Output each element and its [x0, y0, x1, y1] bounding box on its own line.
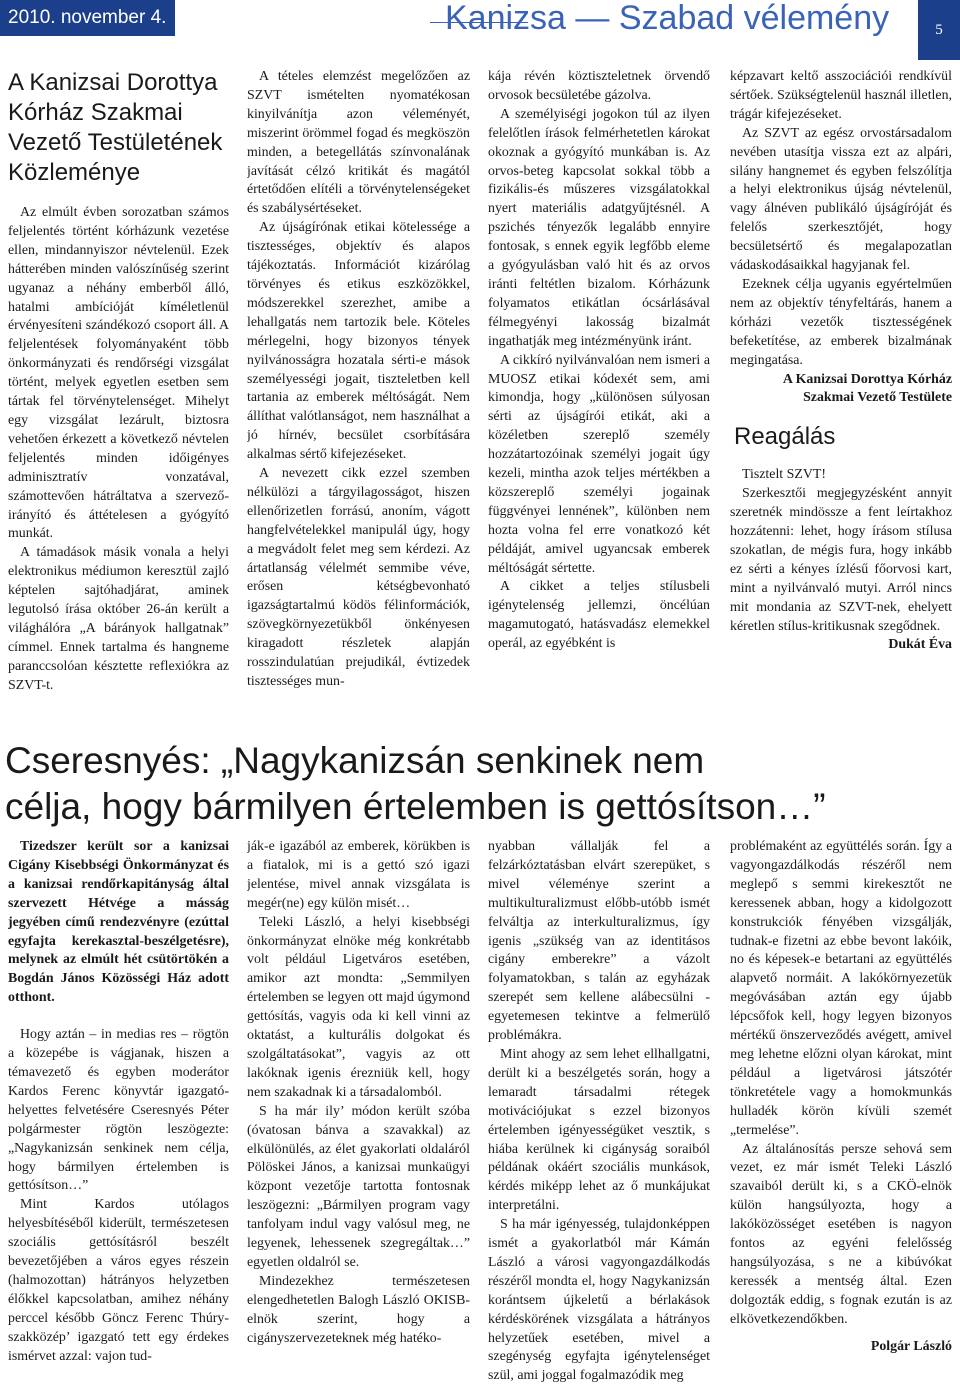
- story-paragraph: problémaként az együttélés során. Így a vagyongazdálkodás részéről nem meglepő s semmi kirekesztőt ne keressenek abban, hogy a kidolgozott konstrukciók fényében vizsgálják, tudnak-e fizetni az ebbe bevont lakóik, no és képesek-e betartani az együttélés alapvető normáit. A lakókörnyezetük megóvásában aztán egy újabb lépcsőfok kell, hogy legyen bizonyos mértékű önszerveződés avégett, amivel meg lehetne előzni olyan károkat, mint például a ligetvárosi játszótér tönkretétele vagy a homokmunkás hulladék körön kívüli szemét „termelése”.: [730, 839, 952, 1138]
- story-lead: Tizedszer került sor a kanizsai Cigány Kisebbségi Önkormányzat és a kanizsai rendőrkapitányság által szervezett Hétvége a másság jegyében című rendezvényre (ezúttal egyfajta kerekasztal-beszélgetésre), melynek az elmúlt hét csütörtökén a Bogdán János Közösségi Ház adott otthont.: [8, 839, 229, 1006]
- story-paragraph: nyabban vállalják fel a felzárkóztatásban elvárt szerepüket, s mivel véleménye szerint a multikulturalizmust előbb-utóbb ismét felváltja az interkulturalizmus, így igenis „szükség van az identitásos cigány emberekre” a vázolt folyamatokban, s talán az egyházak szerepét sem kellene alábecsülni - egyetemesen tekintve a felmerülő problémákra.: [488, 839, 710, 1044]
- story-paragraph: Mindezekhez természetesen elengedhetetlen Balogh László OKISB-elnök szerint, hogy a cigányszervezeteknek még hatéko-: [247, 1273, 470, 1346]
- statement-paragraph: képzavart keltő asszociációi rendkívül sértőek. Szükségtelenül használ illetlen, trágár kifejezéseket.: [730, 69, 952, 122]
- reaction-heading: Reagálás: [734, 423, 836, 451]
- story-headline-line: Cseresnyés: „Nagykanizsán senkinek nem: [5, 740, 705, 781]
- statement-paragraph: A nevezett cikk ezzel szemben nélkülözi a tárgyilagosságot, hiszen ellenőrizetlen forrású, anoním, vágott hangfelvételekkel manipulál úgy, hogy a megvádolt felet meg sem kérdezi. Az ártatlanság vélelmét semmibe véve, erősen kétségbevonható igazságtartalmú ködös félinformációk, szövegkörnyezetükből önkényesen kiragadott részletek alapján rosszindulatúan prejudikál, évtizedek tisztességes mun-: [247, 466, 470, 689]
- story-paragraph: S ha már igényesség, tulajdonképpen ismét a gyakorlatból már Kámán László a városi vagyongazdálkodás részéről mondta el, hogy Nagykanizsán korántsem újkeletű a bérlakások kérdéskörének vizsgálata a hátrányos helyzetűek esetében, mivel a szegénység egyfajta igénytelenséget szül, ami joggal fogalmazódik meg: [488, 1217, 710, 1383]
- statement-paragraph: Az SZVT az egész orvostársadalom nevében utasítja vissza ezt az alpári, silány hangnemet és egyben felszólítja a helyi elektronikus újság névtelenül, vagy álnéven publikáló újságíróját és felelős szerkesztőjét, hogy becsületsértő és megalapozatlan vádaskodásaikkal hagyjanak fel.: [730, 125, 952, 274]
- page-number: 5: [918, 0, 960, 60]
- story-paragraph: ják-e igazából az emberek, körükben is a fiatalok, mi is a gettó szó igazi jelentése, mivel annak vizsgálata is megér(ne) egy külön misét…: [247, 839, 470, 911]
- statement-signature: Szakmai Vezető Testülete: [803, 390, 952, 406]
- story-column-4: [730, 838, 952, 1383]
- issue-date: 2010. november 4.: [0, 0, 175, 36]
- story-column-2: [247, 838, 470, 1383]
- story-paragraph: Mint ahogy az sem lehet ellhallgatni, derült ki a beszélgetés során, hogy a lemaradt társadalmi rétegek motivációjukat s ezzel bizonyos értelemben igényességüket vesztik, s hiába kerülnek ki cigányság soraiból példának okáért szociális munkások, kérdés miképp lehet az ő munkájukat interpretálni.: [488, 1046, 710, 1214]
- statement-paragraph: A személyiségi jogokon túl az ilyen felelőtlen írások felmérhetetlen károkat okoznak a gyógyító munkában is. Az orvos-beteg kapcsolat sokkal több a fizikális-és műszeres vizsgálatokkal nyert materiális adatgyűjtésnél. A pszichés tényezők legalább ennyire fontosak, s ennek egyik legfőbb eleme a gyógyulásban való hit és az orvos iránti feltétlen bizalom. Kórházunk folyamatos etikátlan ócsárlásával félmegyényi lakosság bizalmát ingathatják meg intézményünk iránt.: [488, 106, 710, 349]
- statement-headline-line: A Kanizsai Dorottya: [8, 69, 218, 96]
- story-column-1: [8, 838, 229, 1383]
- reaction-signature: Dukát Éva: [888, 637, 952, 653]
- statement-paragraph: A cikkíró nyilvánvalóan nem ismeri a MUOSZ etikai kódexét sem, ami kimondja, hogy „különösen súlyosan sérti az újságírói etikát, aki a közéletben szereplő személy hozzátartozóinak személyi jogait úgy kezeli, mintha azok teljes mértékben a közszereplő személyi jogainak függvényei lennének”, különben nem hozta volna fel erre vonatkozó két példáját, amivel ugyancsak emberek méltóságát sértette.: [488, 352, 710, 576]
- statement-paragraph: Az elmúlt évben sorozatban számos feljelentés történt kórházunk vezetése ellen, mindannyiszor névtelenül. Ezek hátterében minden valószínűség szerint ugyanaz a néhány emberből álló, hatalmi ambícióját kíméletlenül érvényesíteni szándékozó csoport áll. A feljelentések folyományaként több önkormányzati és rendőrségi vizsgálat történt, melyek egyetlen esetben sem tártak fel törvénytelenséget. Mihelyt egy vizsgálat lezárult, biztosra vehetően érkezett a következő névtelen feljelentés minden időigényes adminisztratív vonzatával, számottevően hátráltatva a szervező-irányító és áttételesen a gyógyító munkát.: [8, 205, 229, 542]
- story-paragraph: Az általánosítás persze sehová sem vezet, ez már ismét Teleki László szavaiból derült ki, s a CKÖ-elnök külön hangsúlyozta, hogy a lakóközösséget esetében is nagyon fontos az egyéni felelősség hangsúlyozása, s ne a kibúvókat keressék a mentség által. Ezen dolgozták eddig, s fognak ezután is az elkövetkezendőkben.: [730, 1141, 952, 1327]
- statement-column-4: [730, 68, 952, 733]
- statement-paragraph: A tételes elemzést megelőzően az SZVT ismételten nyomatékosan kinyilvánítja azon véleményét, miszerint örömmel fogad és megköszön minden, a betegellátás színvonalának javítását célzó kritikát és magától értetődően elítéli a törvénytelenségeket és szabálysértéseket.: [247, 69, 470, 217]
- statement-headline-line: Vezető Testületének: [8, 129, 223, 156]
- statement-paragraph: A támadások másik vonala a helyi elektronikus médiumon keresztül zajló képtelen sajtóhadjárat, aminek legutolsó írása október 26-án került a világhálóra „A bárányok hallgatnak” címmel. Ennek tartalma és hangneme paranccsolóan késztette reflexiókra az SZVT-t.: [8, 545, 229, 693]
- statement-paragraph: Az újságírónak etikai kötelessége a tisztességes, objektív és alapos tájékoztatás. Információt kizárólag törvényes és etikus eszközökkel, módszerekkel szerezhet, amibe a lehallgatás nem tartozik bele. Köteles mérlegelni, hogy bizonyos tények nyilvánosságra hozatala sérti-e mások személyességi jogait, tiszteletben kell tartania az emberek méltóságát. Nem állíthat valótlanságot, nem használhat a jó hírnév, becsület csorbítására alkalmas sértő kifejezéseket.: [247, 220, 470, 463]
- reaction-greeting: Tisztelt SZVT!: [742, 467, 826, 483]
- story-paragraph: Teleki László, a helyi kisebbségi önkormányzat elnöke még konkrétabb volt például Ligetváros esetében, amikor azt mondta: „Semmilyen értelemben se legyen ott majd úgymond gettósítás, vagyis oda ki kell vinni az oktatást, a kulturális dolgokat és szolgáltatásokat”, vagyis az ott lakóknak igenis érezniük kell, hogy nem szakadnak ki a társadalomból.: [247, 914, 470, 1100]
- statement-paragraph: Ezeknek célja ugyanis egyértelműen nem az objektív tényfeltárás, hanem a kórházi vezetők tisztességének befeketítése, az emberek bizalmának megingatása.: [730, 276, 952, 368]
- story-paragraph: S ha már ily’ módon került szóba (óvatosan bánva a szavakkal) az elkülönülés, az élet gyakorlati oldaláról Pölöskei János, a kanizsai munkaügyi központ vezetője tartotta fontosnak leszögezni: „Bármilyen program vagy tanfolyam indul vagy valósul meg, ne legyenek, lehessenek szegregáltak…” egyetlen oldalról se.: [247, 1103, 470, 1270]
- story-signature: Polgár László: [870, 1338, 952, 1354]
- reaction-body: Szerkesztői megjegyzésként annyit szeretnék mindössze a fent leírtakhoz hozzátenni: lehet, hogy írásom stílusa szokatlan, de mégis fura, hogy inkább ez sérti a kényes ízlésű főorvosi kart, mint a nyilvánvaló mutyi. Arról nincs mit mondania az SZVT-nek, ehelyett kéretlen stílus-kritikusnak szegődnek.: [730, 486, 952, 634]
- statement-column-3: [488, 68, 710, 733]
- statement-paragraph: A cikket a teljes stílusbeli igénytelenség jellemzi, öncélúan magamutogató, hatásvadász elemekkel operál, az egyébként is: [488, 579, 710, 652]
- section-title: Kanizsa — Szabad vélemény: [445, 0, 890, 37]
- story-paragraph: Hogy aztán – in medias res – rögtön a közepébe is vágjanak, hiszen a témavezető és egyben moderátor Kardos Ferenc könyvtár igazgató-helyettes felvetésére Cseresnyés Péter polgármester rögtön leszögezte: „Nagykanizsán senkinek nem célja, hogy bármilyen értelemben is gettósítson…”: [8, 1027, 229, 1194]
- story-headline: [5, 738, 955, 830]
- statement-headline-line: Kórház Szakmai: [8, 99, 183, 126]
- statement-paragraph: kája révén köztiszteletnek örvendő orvosok becsületébe gázolva.: [488, 69, 710, 103]
- statement-headline-line: Közleménye: [8, 159, 141, 186]
- statement-column-1: [8, 68, 229, 733]
- statement-column-2: [247, 68, 470, 733]
- story-paragraph: Mint Kardos utólagos helyesbítéséből kiderült, természetesen szociális gettósításról beszélt bevezetőjében a város egyes részein (halmozottan) hátrányos helyzetben élőkkel kapcsolatban, amihez néhány perccel később Göncz Ferenc Thúry-szakközép’ igazgató tett egy érdekes ismérvet azzal: vajon tud-: [8, 1197, 229, 1364]
- story-headline-line: célja, hogy bármilyen értelemben is gettósítson…”: [5, 786, 826, 827]
- statement-signature: A Kanizsai Dorottya Kórház: [782, 371, 952, 387]
- story-column-3: [488, 838, 710, 1383]
- statement-headline: [8, 68, 229, 188]
